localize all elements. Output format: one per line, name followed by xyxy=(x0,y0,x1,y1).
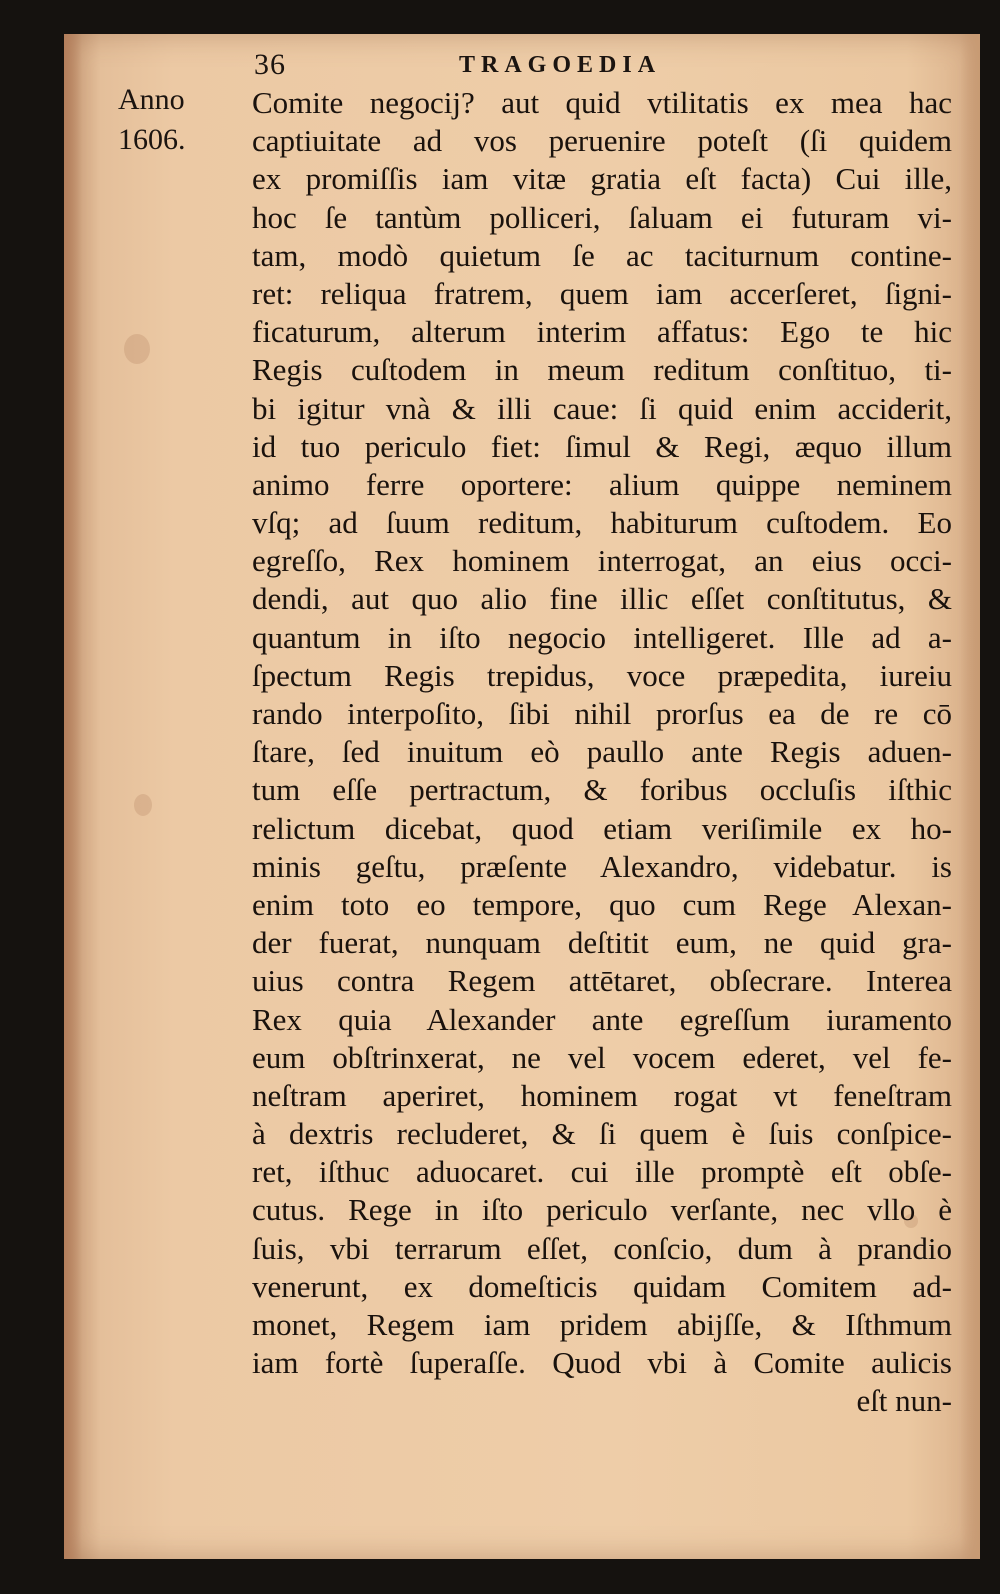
page-gutter-shadow xyxy=(64,34,82,1559)
text-line: uius contra Regem attētaret, obſecrare. Interea xyxy=(252,963,952,999)
page-number: 36 xyxy=(254,48,286,81)
text-line: minis geſtu, præſente Alexandro, videbatur. is xyxy=(252,848,952,884)
text-line: iam fortè ſuperaſſe. Quod vbi à Comite aulicis xyxy=(252,1345,952,1381)
text-line: Comite negocij? aut quid vtilitatis ex mea hac xyxy=(252,85,952,120)
text-line: ficaturum, alterum interim affatus: Ego te hic xyxy=(252,314,952,350)
text-line: der fuerat, nunquam deſtitit eum, ne quid gra- xyxy=(252,925,952,961)
text-line: tam, modò quietum ſe ac taciturnum contine- xyxy=(252,237,952,273)
text-line: hoc ſe tantùm polliceri, ſaluam ei futuram vi- xyxy=(252,199,952,235)
text-line: enim toto eo tempore, quo cum Rege Alexan- xyxy=(252,886,952,922)
page-edge-shadow xyxy=(960,34,980,1559)
text-line: captiuitate ad vos peruenire poteſt (ſi quidem xyxy=(252,123,952,159)
text-line: ret: reliqua fratrem, quem iam accerſeret, ſigni- xyxy=(252,275,952,311)
margin-anno-label: Anno xyxy=(118,83,185,116)
text-line: cutus. Rege in iſto periculo verſante, nec vllo è xyxy=(252,1192,952,1228)
text-line: à dextris recluderet, & ſi quem è ſuis conſpice- xyxy=(252,1116,952,1152)
text-line: quantum in iſto negocio intelligeret. Ille ad a- xyxy=(252,619,952,655)
text-line: tum eſſe pertractum, & foribus occluſis iſthic xyxy=(252,772,952,808)
text-line: relictum dicebat, quod etiam veriſimile ex ho- xyxy=(252,810,952,846)
text-line: eſt nun- xyxy=(856,1383,952,1419)
text-line: dendi, aut quo alio fine illic eſſet conſtitutus, & xyxy=(252,581,952,617)
text-line: eum obſtrinxerat, ne vel vocem ederet, vel fe- xyxy=(252,1039,952,1075)
text-line: ſuis, vbi terrarum eſſet, conſcio, dum à prandio xyxy=(252,1230,952,1266)
text-line: bi igitur vnà & illi caue: ſi quid enim acciderit, xyxy=(252,390,952,426)
text-line: Regis cuſtodem in meum reditum conſtituo, ti- xyxy=(252,352,952,388)
text-line: animo ferre oportere: alium quippe neminem xyxy=(252,466,952,502)
text-line: ſpectum Regis trepidus, voce præpedita, iureiu xyxy=(252,657,952,693)
margin-year: 1606. xyxy=(118,123,186,156)
text-line: Rex quia Alexander ante egreſſum iuramento xyxy=(252,1001,952,1037)
foxing-stain xyxy=(124,334,150,364)
text-line: ret, iſthuc aduocaret. cui ille promptè eſt obſe- xyxy=(252,1154,952,1190)
text-line: monet, Regem iam pridem abijſſe, & Iſthmum xyxy=(252,1307,952,1342)
text-line: venerunt, ex domeſticis quidam Comitem ad- xyxy=(252,1268,952,1304)
foxing-stain xyxy=(134,794,152,816)
page-header xyxy=(64,42,980,82)
running-head: TRAGOEDIA xyxy=(459,52,662,78)
text-line: ex promiſſis iam vitæ gratia eſt facta) Cui ille, xyxy=(252,161,952,197)
text-line: rando interpoſito, ſibi nihil prorſus ea de re cō xyxy=(252,696,952,731)
text-line: ſtare, ſed inuitum eò paullo ante Regis aduen- xyxy=(252,734,952,770)
text-line: egreſſo, Rex hominem interrogat, an eius occi- xyxy=(252,543,952,579)
text-line: id tuo periculo fiet: ſimul & Regi, æquo illum xyxy=(252,428,952,464)
margin-note xyxy=(118,80,228,160)
book-page xyxy=(64,34,980,1559)
text-line: neſtram aperiret, hominem rogat vt feneſtram xyxy=(252,1077,952,1113)
body-text xyxy=(252,84,952,1421)
text-line: vſq; ad ſuum reditum, habiturum cuſtodem. Eo xyxy=(252,505,952,541)
